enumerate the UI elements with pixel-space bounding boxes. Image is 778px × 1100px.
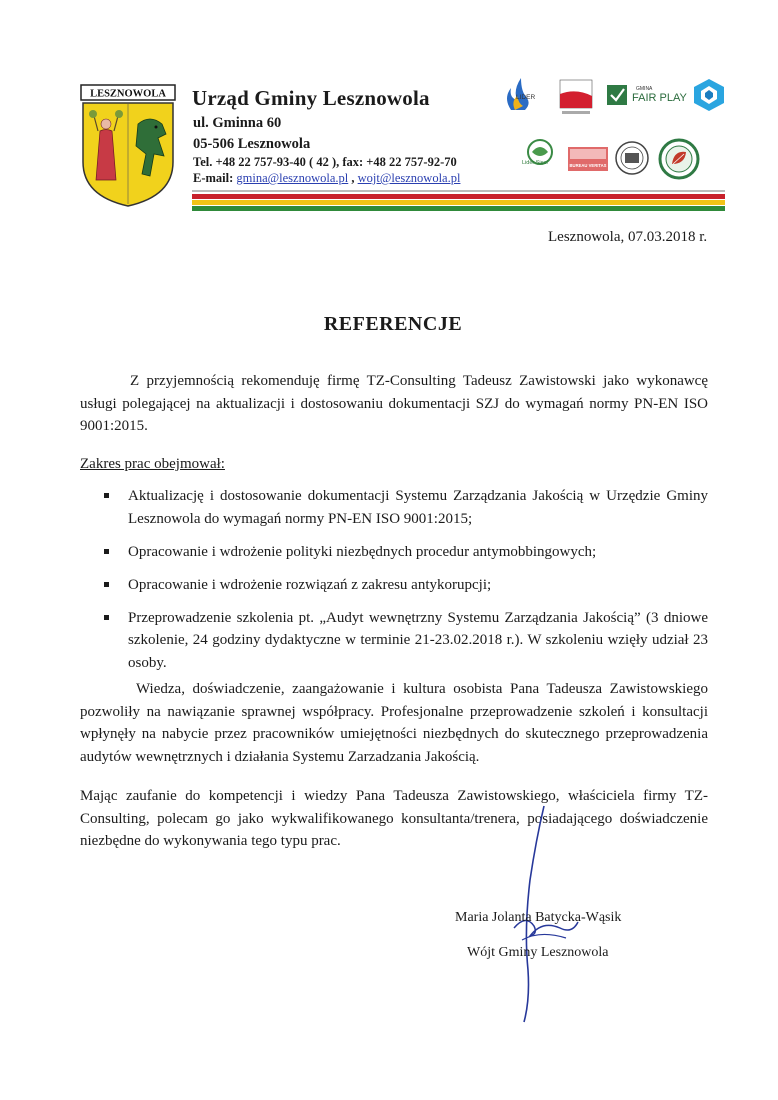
email-link-gmina[interactable]: gmina@lesznowola.pl bbox=[236, 171, 349, 185]
email-link-wojt[interactable]: wojt@lesznowola.pl bbox=[357, 171, 461, 185]
lider-logo-text: LIDER bbox=[516, 94, 536, 101]
svg-text:BUREAU VERITAS: BUREAU VERITAS bbox=[569, 163, 607, 168]
scope-list bbox=[104, 485, 708, 685]
phone-fax: Tel. +48 22 757-93-40 ( 42 ), fax: +48 22 757-92-70 bbox=[193, 155, 457, 169]
address-postal-city: 05-506 Lesznowola bbox=[193, 136, 311, 152]
fair-play-caption: GMINA bbox=[636, 86, 653, 92]
paragraph-cooperation: Wiedza, doświadczenie, zaangażowanie i kultura osobista Pana Tadeusza Zawistowskiego pozwoliły na nawiązanie sprawnej współpracy. Profesjonalne przeprowadzenie szkoleń i konsultacji wpłynęły na nabycie przez pracowników umiejętności niezbędnych do skutecznego przeprowadzenia audytów wewnętrznych i działania Systemu Zarzadzania Jakością. bbox=[80, 681, 708, 765]
document-title bbox=[0, 313, 778, 336]
fair-play-logo-text: FAIR PLAY bbox=[632, 92, 687, 104]
signatory-name: Maria Jolanta Batycka-Wąsik bbox=[455, 910, 622, 925]
list-item: Opracowanie i wdrożenie rozwiązań z zakresu antykorupcji; bbox=[104, 574, 708, 597]
svg-text:LESZNOWOLA: LESZNOWOLA bbox=[90, 88, 166, 100]
lider-sieci-text: Lider Sieci bbox=[522, 160, 548, 166]
document-title-text: REFERENCJE bbox=[323, 313, 463, 335]
address-street: ul. Gminna 60 bbox=[193, 115, 282, 131]
email-label: E-mail: bbox=[193, 171, 237, 185]
bureau-veritas-logo bbox=[566, 139, 610, 177]
document-date: Lesznowola, 07.03.2018 r. bbox=[548, 229, 708, 245]
scope-heading: Zakres prac obejmował: bbox=[80, 456, 225, 472]
list-item: Opracowanie i wdrożenie polityki niezbędnych procedur antymobbingowych; bbox=[104, 541, 708, 564]
list-item: Aktualizację i dostosowanie dokumentacji Systemu Zarządzania Jakością w Urzędzie Gminy Lesznowola do wymagań normy PN-EN ISO 9001:2015; bbox=[104, 485, 708, 530]
fair-play-check-icon bbox=[606, 84, 628, 106]
eco-leaf-logo bbox=[658, 138, 700, 180]
letterhead-stripes bbox=[192, 190, 725, 212]
signatory-role: Wójt Gminy Lesznowola bbox=[467, 945, 609, 960]
email-line bbox=[193, 171, 460, 186]
coat-of-arms-logo bbox=[80, 84, 176, 208]
certification-seal-icon bbox=[614, 138, 650, 178]
email-separator: , bbox=[348, 171, 358, 185]
flag-logo bbox=[556, 74, 596, 116]
paragraph-recommendation: Mając zaufanie do kompetencji i wiedzy Pana Tadeusza Zawistowskiego, właściciela firmy TZ-Consulting, polecam go jako wykwalifikowanego konsultanta/trenera, posiadającego doświadczenie niezbędne do wykonywania tego typu prac. bbox=[80, 788, 708, 849]
organization-name: Urząd Gminy Lesznowola bbox=[192, 86, 430, 110]
gem-logo bbox=[692, 78, 726, 112]
intro-paragraph: Z przyjemnością rekomenduję firmę TZ-Consulting Tadeusz Zawistowski jako wykonawcę usługi polegającej na aktualizacji i dostosowaniu dokumentacji SZJ do wymagań normy PN-EN ISO 9001:2015. bbox=[80, 373, 708, 434]
list-item: Przeprowadzenie szkolenia pt. „Audyt wewnętrzny Systemu Zarządzania Jakością” (3 dniowe szkolenie, 24 godziny dydaktyczne w terminie 21-23.02.2018 r.). W szkoleniu wzięły udział 23 osoby. bbox=[104, 607, 708, 675]
